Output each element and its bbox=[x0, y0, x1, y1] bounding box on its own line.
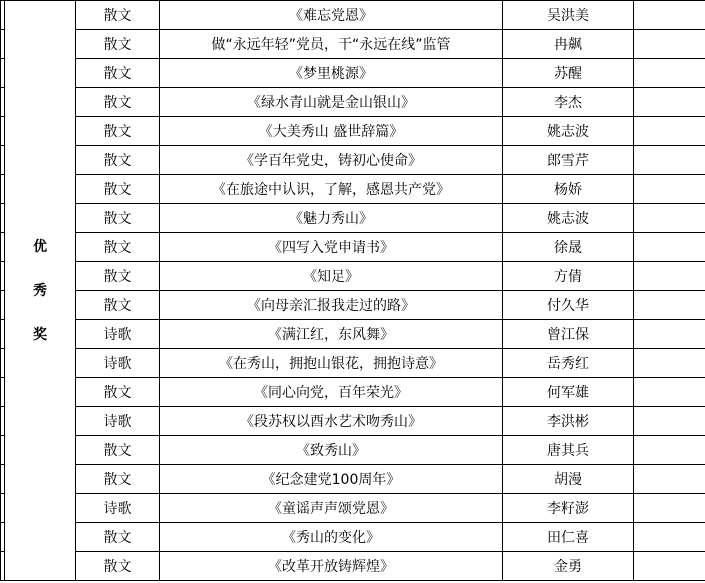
empty-cell bbox=[634, 117, 705, 146]
row-gutter-cell bbox=[1, 436, 5, 465]
genre-cell: 散文 bbox=[76, 30, 160, 59]
title-cell: 《改革开放铸辉煌》 bbox=[160, 552, 503, 581]
empty-cell bbox=[634, 233, 705, 262]
table-row bbox=[1, 291, 705, 320]
genre-cell: 诗歌 bbox=[76, 320, 160, 349]
title-cell: 《满江红，东风舞》 bbox=[160, 320, 503, 349]
title-cell: 《学百年党史，铸初心使命》 bbox=[160, 146, 503, 175]
table-row bbox=[1, 233, 705, 262]
table-row bbox=[1, 552, 705, 581]
author-cell: 李籽澎 bbox=[503, 494, 634, 523]
genre-cell: 散文 bbox=[76, 465, 160, 494]
title-cell: 《梦里桃源》 bbox=[160, 59, 503, 88]
author-cell: 杨娇 bbox=[503, 175, 634, 204]
author-cell: 郎雪芹 bbox=[503, 146, 634, 175]
genre-cell: 散文 bbox=[76, 233, 160, 262]
title-cell: 《同心向党，百年荣光》 bbox=[160, 378, 503, 407]
title-cell: 《大美秀山 盛世辞篇》 bbox=[160, 117, 503, 146]
author-cell: 金勇 bbox=[503, 552, 634, 581]
genre-cell: 散文 bbox=[76, 291, 160, 320]
row-gutter-cell bbox=[1, 175, 5, 204]
table-row bbox=[1, 378, 705, 407]
author-cell: 方倩 bbox=[503, 262, 634, 291]
empty-cell bbox=[634, 30, 705, 59]
table-row bbox=[1, 407, 705, 436]
table-row bbox=[1, 59, 705, 88]
row-gutter-cell bbox=[1, 552, 5, 581]
row-gutter-cell bbox=[1, 349, 5, 378]
table-row bbox=[1, 465, 705, 494]
empty-cell bbox=[634, 146, 705, 175]
empty-cell bbox=[634, 436, 705, 465]
empty-cell bbox=[634, 291, 705, 320]
genre-cell: 散文 bbox=[76, 1, 160, 30]
genre-cell: 散文 bbox=[76, 552, 160, 581]
genre-cell: 散文 bbox=[76, 378, 160, 407]
row-gutter-cell bbox=[1, 320, 5, 349]
title-cell: 做“永远年轻”党员，干“永远在线”监管 bbox=[160, 30, 503, 59]
title-cell: 《段苏权以酉水艺术吻秀山》 bbox=[160, 407, 503, 436]
row-gutter-cell bbox=[1, 59, 5, 88]
author-cell: 李洪彬 bbox=[503, 407, 634, 436]
genre-cell: 诗歌 bbox=[76, 494, 160, 523]
row-gutter-cell bbox=[1, 407, 5, 436]
empty-cell bbox=[634, 204, 705, 233]
title-cell: 《秀山的变化》 bbox=[160, 523, 503, 552]
author-cell: 付久华 bbox=[503, 291, 634, 320]
title-cell: 《魅力秀山》 bbox=[160, 204, 503, 233]
author-cell: 徐晟 bbox=[503, 233, 634, 262]
row-gutter-cell bbox=[1, 262, 5, 291]
title-cell: 《纪念建党100周年》 bbox=[160, 465, 503, 494]
award-char: 优 bbox=[33, 238, 47, 255]
empty-cell bbox=[634, 1, 705, 30]
empty-cell bbox=[634, 378, 705, 407]
row-gutter-cell bbox=[1, 494, 5, 523]
author-cell: 岳秀红 bbox=[503, 349, 634, 378]
table-row bbox=[1, 262, 705, 291]
title-cell: 《知足》 bbox=[160, 262, 503, 291]
genre-cell: 诗歌 bbox=[76, 349, 160, 378]
genre-cell: 散文 bbox=[76, 146, 160, 175]
author-cell: 何军雄 bbox=[503, 378, 634, 407]
award-char: 秀 bbox=[33, 282, 47, 299]
genre-cell: 散文 bbox=[76, 175, 160, 204]
table-row bbox=[1, 88, 705, 117]
table-row bbox=[1, 523, 705, 552]
title-cell: 《童谣声声颂党恩》 bbox=[160, 494, 503, 523]
empty-cell bbox=[634, 494, 705, 523]
genre-cell: 散文 bbox=[76, 204, 160, 233]
row-gutter-cell bbox=[1, 233, 5, 262]
row-gutter-cell bbox=[1, 30, 5, 59]
row-gutter-cell bbox=[1, 465, 5, 494]
row-gutter-cell bbox=[1, 523, 5, 552]
empty-cell bbox=[634, 349, 705, 378]
author-cell: 姚志波 bbox=[503, 117, 634, 146]
genre-cell: 散文 bbox=[76, 117, 160, 146]
table-row bbox=[1, 1, 705, 30]
row-gutter-cell bbox=[1, 117, 5, 146]
genre-cell: 散文 bbox=[76, 59, 160, 88]
table-row bbox=[1, 494, 705, 523]
genre-cell: 诗歌 bbox=[76, 407, 160, 436]
row-gutter-cell bbox=[1, 146, 5, 175]
empty-cell bbox=[634, 407, 705, 436]
author-cell: 胡漫 bbox=[503, 465, 634, 494]
table-row bbox=[1, 30, 705, 59]
table-row bbox=[1, 204, 705, 233]
award-char: 奖 bbox=[33, 326, 47, 343]
author-cell: 唐其兵 bbox=[503, 436, 634, 465]
empty-cell bbox=[634, 175, 705, 204]
title-cell: 《致秀山》 bbox=[160, 436, 503, 465]
empty-cell bbox=[634, 523, 705, 552]
genre-cell: 散文 bbox=[76, 262, 160, 291]
table-row bbox=[1, 117, 705, 146]
title-cell: 《四写入党申请书》 bbox=[160, 233, 503, 262]
table-body bbox=[1, 1, 705, 581]
author-cell: 苏醒 bbox=[503, 59, 634, 88]
table-row bbox=[1, 175, 705, 204]
author-cell: 李杰 bbox=[503, 88, 634, 117]
title-cell: 《难忘党恩》 bbox=[160, 1, 503, 30]
table-row bbox=[1, 436, 705, 465]
author-cell: 吴洪美 bbox=[503, 1, 634, 30]
table-row bbox=[1, 320, 705, 349]
title-cell: 《在秀山，拥抱山银花，拥抱诗意》 bbox=[160, 349, 503, 378]
genre-cell: 散文 bbox=[76, 436, 160, 465]
author-cell: 曾江保 bbox=[503, 320, 634, 349]
table-row bbox=[1, 146, 705, 175]
table-row bbox=[1, 349, 705, 378]
row-gutter-cell bbox=[1, 291, 5, 320]
empty-cell bbox=[634, 59, 705, 88]
row-gutter-cell bbox=[1, 204, 5, 233]
title-cell: 《在旅途中认识，了解，感恩共产党》 bbox=[160, 175, 503, 204]
author-cell: 冉飙 bbox=[503, 30, 634, 59]
award-category-cell bbox=[5, 1, 76, 581]
empty-cell bbox=[634, 88, 705, 117]
empty-cell bbox=[634, 552, 705, 581]
title-cell: 《向母亲汇报我走过的路》 bbox=[160, 291, 503, 320]
empty-cell bbox=[634, 465, 705, 494]
empty-cell bbox=[634, 262, 705, 291]
author-cell: 姚志波 bbox=[503, 204, 634, 233]
author-cell: 田仁喜 bbox=[503, 523, 634, 552]
genre-cell: 散文 bbox=[76, 88, 160, 117]
row-gutter-cell bbox=[1, 378, 5, 407]
empty-cell bbox=[634, 320, 705, 349]
row-gutter-cell bbox=[1, 88, 5, 117]
genre-cell: 散文 bbox=[76, 523, 160, 552]
title-cell: 《绿水青山就是金山银山》 bbox=[160, 88, 503, 117]
